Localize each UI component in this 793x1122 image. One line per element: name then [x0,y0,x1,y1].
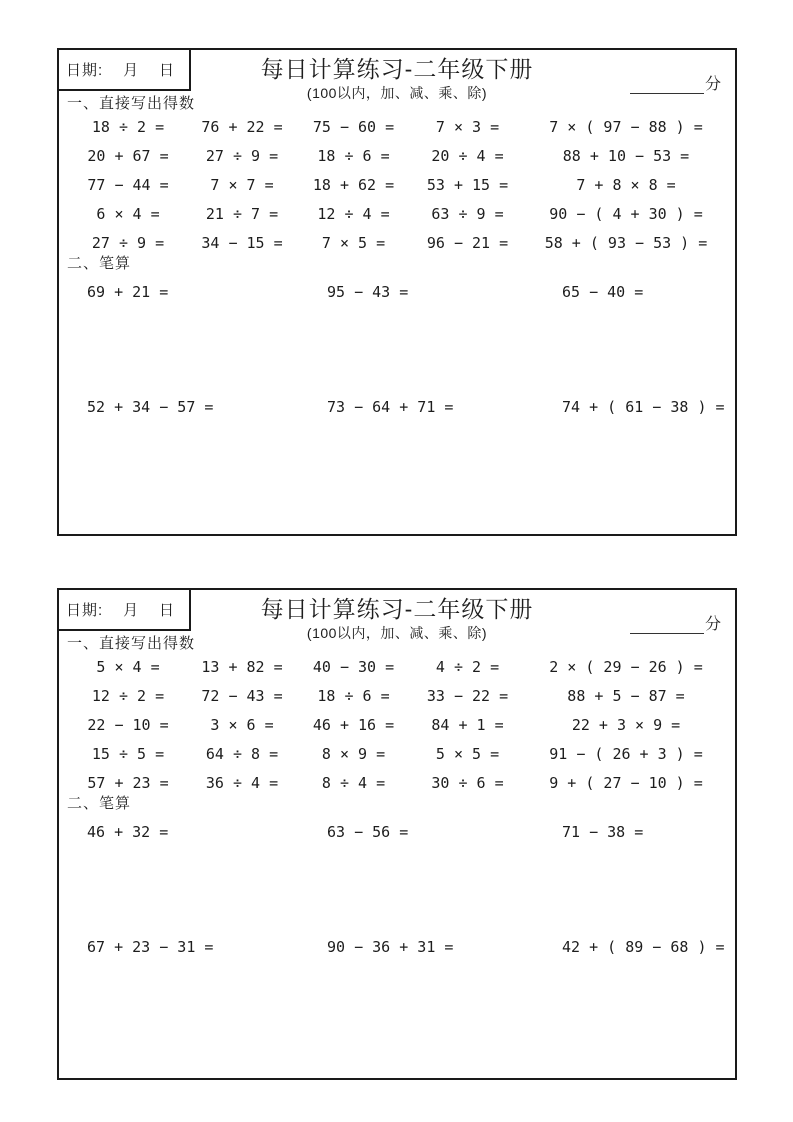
worksheet-2 [57,588,737,1080]
oral-problem: 90 − ( 4 + 30 ) = [549,204,703,223]
oral-problem: 22 + 3 × 9 = [571,715,681,734]
oral-problem: 58 + ( 93 − 53 ) = [544,233,708,252]
score-field [630,616,721,634]
written-row [59,822,735,842]
oral-problem: 27 ÷ 9 = [91,233,165,252]
oral-problem: 20 + 67 = [87,146,169,165]
section2-label: 二、笔算 [67,795,132,812]
written-problem: 67 + 23 − 31 = [87,938,214,956]
oral-problem: 63 ÷ 9 = [431,204,504,223]
oral-problem: 88 + 10 − 53 = [562,146,690,165]
written-problem: 73 − 64 + 71 = [327,398,454,416]
day-label: 日 [158,602,175,619]
oral-problem: 36 ÷ 4 = [205,773,279,792]
oral-problem: 33 − 22 = [426,686,509,705]
oral-problem-grid [69,652,727,797]
oral-problem: 21 ÷ 7 = [205,204,279,223]
oral-problem: 30 ÷ 6 = [431,773,504,792]
oral-problem: 20 ÷ 4 = [431,146,504,165]
oral-problem: 7 × 3 = [435,117,500,136]
written-problem: 42 + ( 89 − 68 ) = [562,938,725,956]
oral-problem: 5 × 5 = [435,744,500,763]
oral-problem: 18 ÷ 6 = [317,686,390,705]
oral-problem: 96 − 21 = [426,233,509,252]
score-blank-line [630,77,704,94]
oral-problem: 88 + 5 − 87 = [567,686,685,705]
written-problem: 90 − 36 + 31 = [327,938,454,956]
written-problem: 65 − 40 = [562,283,644,301]
oral-problem: 64 ÷ 8 = [205,744,279,763]
oral-problem: 53 + 15 = [426,175,509,194]
written-row [59,397,735,417]
section2-label: 二、笔算 [67,255,132,272]
oral-problem: 57 + 23 = [87,773,169,792]
oral-problem: 77 − 44 = [87,175,169,194]
oral-problem: 84 + 1 = [431,715,504,734]
oral-problem: 72 − 43 = [201,686,283,705]
oral-problem: 15 ÷ 5 = [91,744,165,763]
oral-problem: 8 × 9 = [321,744,386,763]
worksheet-1 [57,48,737,536]
oral-problem: 12 ÷ 2 = [91,686,165,705]
written-problem: 69 + 21 = [87,283,169,301]
oral-problem: 7 + 8 × 8 = [576,175,676,194]
oral-problem: 76 + 22 = [201,117,283,136]
oral-problem: 18 ÷ 6 = [317,146,390,165]
score-field [630,76,721,94]
oral-problem: 22 − 10 = [87,715,169,734]
day-label: 日 [158,62,175,79]
written-row [59,282,735,302]
written-row [59,937,735,957]
written-problem: 71 − 38 = [562,823,644,841]
oral-problem: 46 + 16 = [312,715,395,734]
oral-problem-grid [69,112,727,257]
oral-problem: 75 − 60 = [312,117,395,136]
worksheet-title: 每日计算练习-二年级下册 [260,596,534,622]
written-problem: 63 − 56 = [327,823,409,841]
oral-problem: 7 × ( 97 − 88 ) = [549,117,703,136]
written-problem: 74 + ( 61 − 38 ) = [562,398,725,416]
oral-problem: 7 × 5 = [321,233,386,252]
section1-label: 一、直接写出得数 [67,95,196,112]
worksheet-subtitle: (100以内，加、减、乘、除) [306,85,488,101]
date-label: 日期: [66,602,104,619]
score-unit: 分 [704,76,721,93]
oral-problem: 27 ÷ 9 = [205,146,279,165]
month-label: 月 [123,602,140,619]
oral-problem: 6 × 4 = [96,204,160,223]
oral-problem: 91 − ( 26 + 3 ) = [549,744,703,763]
oral-problem: 40 − 30 = [312,657,395,676]
oral-problem: 5 × 4 = [96,657,160,676]
oral-problem: 7 × 7 = [210,175,274,194]
oral-problem: 4 ÷ 2 = [435,657,500,676]
oral-problem: 18 + 62 = [312,175,395,194]
oral-problem: 34 − 15 = [201,233,283,252]
worksheet-title: 每日计算练习-二年级下册 [260,56,534,82]
written-problem: 46 + 32 = [87,823,169,841]
score-blank-line [630,617,704,634]
oral-problem: 3 × 6 = [210,715,274,734]
oral-problem: 13 + 82 = [201,657,283,676]
oral-problem: 18 ÷ 2 = [91,117,165,136]
written-problem: 95 − 43 = [327,283,409,301]
oral-problem: 2 × ( 29 − 26 ) = [549,657,703,676]
written-problem: 52 + 34 − 57 = [87,398,214,416]
oral-problem: 12 ÷ 4 = [317,204,390,223]
oral-problem: 8 ÷ 4 = [321,773,386,792]
date-label: 日期: [66,62,104,79]
score-unit: 分 [704,616,721,633]
month-label: 月 [123,62,140,79]
section1-label: 一、直接写出得数 [67,635,196,652]
worksheet-subtitle: (100以内，加、减、乘、除) [306,625,488,641]
oral-problem: 9 + ( 27 − 10 ) = [549,773,703,792]
